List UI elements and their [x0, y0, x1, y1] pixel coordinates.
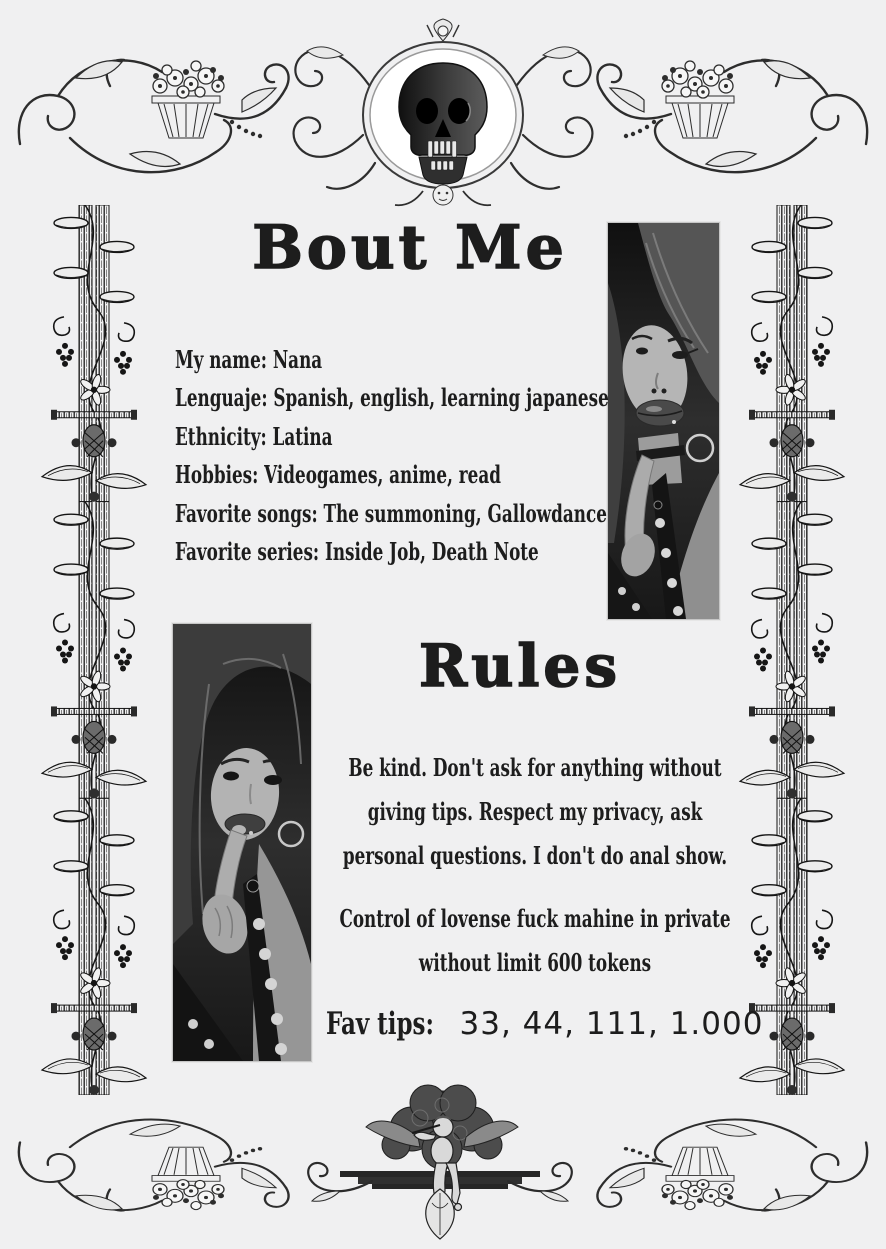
about-line-language: Lenguaje: Spanish, english, learning japanese [175, 383, 609, 413]
private-show-line: Control of lovense fuck mahine in private [339, 904, 731, 933]
skull-cartouche [283, 15, 603, 210]
corner-ornament-bottom-left [10, 1088, 295, 1238]
rules-line: giving tips. Respect my privacy, ask [367, 797, 703, 826]
fav-tips-values: 33, 44, 111, 1.000 [459, 1006, 764, 1042]
photo-left-portrait [172, 623, 312, 1062]
corner-ornament-top-left [10, 26, 295, 211]
cherub-pedestal [300, 1063, 585, 1243]
corner-ornament-bottom-right [591, 1088, 876, 1238]
fav-tips-line [235, 1006, 835, 1042]
about-line-name: My name: Nana [175, 345, 323, 374]
private-show-paragraph [325, 897, 745, 985]
cherub-icon [300, 1063, 585, 1243]
about-line-series: Favorite series: Inside Job, Death Note [175, 537, 539, 567]
private-show-line: without limit 600 tokens [418, 948, 652, 977]
fav-tips-label: Fav tips: [325, 1006, 434, 1042]
skull-icon [283, 15, 603, 210]
rules-line: Be kind. Don't ask for anything without [348, 753, 722, 782]
vine-border-right [736, 205, 848, 1095]
corner-ornament-top-right [591, 26, 876, 211]
about-line-ethnicity: Ethnicity: Latina [175, 421, 333, 451]
rules-title: Rules [419, 632, 621, 700]
about-title: Bout Me [252, 213, 568, 283]
rules-line: personal questions. I don't do anal show. [342, 841, 728, 870]
rules-paragraph [325, 746, 745, 878]
about-info-list [175, 341, 623, 571]
vine-border-left [38, 205, 150, 1095]
about-line-hobbies: Hobbies: Videogames, anime, read [175, 460, 501, 490]
about-line-songs: Favorite songs: The summoning, Gallowdance [175, 498, 607, 528]
